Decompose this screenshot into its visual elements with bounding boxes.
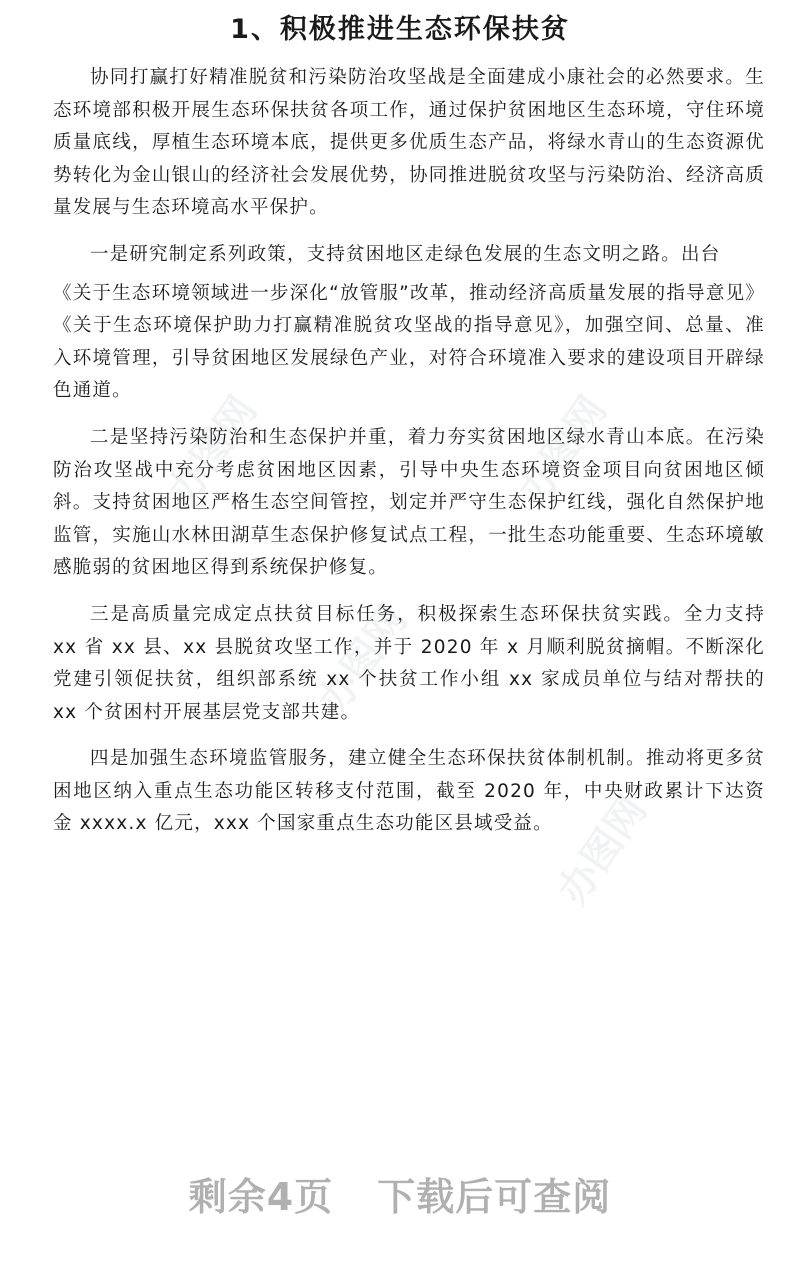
paragraph-second-point: 二是坚持污染防治和生态保护并重，着力夯实贫困地区绿水青山本底。在污染防治攻坚战中充分考虑贫困地区因素，引导中央生态环境资金项目向贫困地区倾斜。支持贫困地区严格生态空间管控，划定并严守生态保护红线，强化自然保护地监管，实施山水林田湖草生态保护修复试点工程，一批生态功能重要、生态环境敏感脆弱的贫困地区得到系统保护修复。 xyxy=(53,426,765,579)
paragraph-fourth-point: 四是加强生态环境监管服务，建立健全生态环保扶贫体制机制。推动将更多贫困地区纳入重点生态功能区转移支付范围，截至 2020 年，中央财政累计下达资金 xxxx.x 亿元，xxx 个国家重点生态功能区县域受益。 xyxy=(53,748,765,835)
watermark: 办图网 xyxy=(159,388,267,513)
download-prompt-banner[interactable] xyxy=(0,1172,800,1222)
paragraph-first-point-continued: 《关于生态环境领域进一步深化“放管服”改革，推动经济高质量发展的指导意见》《关于生态环境保护助力打赢精准脱贫攻坚战的指导意见》，加强空间、总量、准入环境管理，引导贫困地区发展绿色产业，对符合环境准入要求的建设项目开辟绿色通道。 xyxy=(53,282,765,402)
document-body xyxy=(53,62,765,855)
watermark: 办图网 xyxy=(509,388,617,513)
watermark: 办图网 xyxy=(309,598,417,723)
document-title: 1、积极推进生态环保扶贫 xyxy=(230,14,570,45)
paragraph-third-point: 三是高质量完成定点扶贫目标任务，积极探索生态环保扶贫实践。全力支持 xx 省 xx 县、xx 县脱贫攻坚工作，并于 2020 年 x 月顺利脱贫摘帽。不断深化党建引领促扶贫，组织部系统 xx 个扶贫工作小组 xx 家成员单位与结对帮扶的 xx 个贫困村开展基层党支部共建。 xyxy=(53,603,765,723)
paragraph-intro: 协同打赢打好精准脱贫和污染防治攻坚战是全面建成小康社会的必然要求。生态环境部积极开展生态环保扶贫各项工作，通过保护贫困地区生态环境，守住环境质量底线，厚植生态环境本底，提供更多优质生态产品，将绿水青山的生态资源优势转化为金山银山的经济社会发展优势，协同推进脱贫攻坚与污染防治、经济高质量发展与生态环境高水平保护。 xyxy=(53,67,765,219)
watermark: 办图网 xyxy=(549,788,657,913)
remaining-pages-label: 剩余4页 xyxy=(188,1175,334,1219)
download-to-view-label: 下载后可查阅 xyxy=(377,1175,612,1219)
paragraph-first-point: 一是研究制定系列政策，支持贫困地区走绿色发展的生态文明之路。出台 xyxy=(90,243,721,265)
